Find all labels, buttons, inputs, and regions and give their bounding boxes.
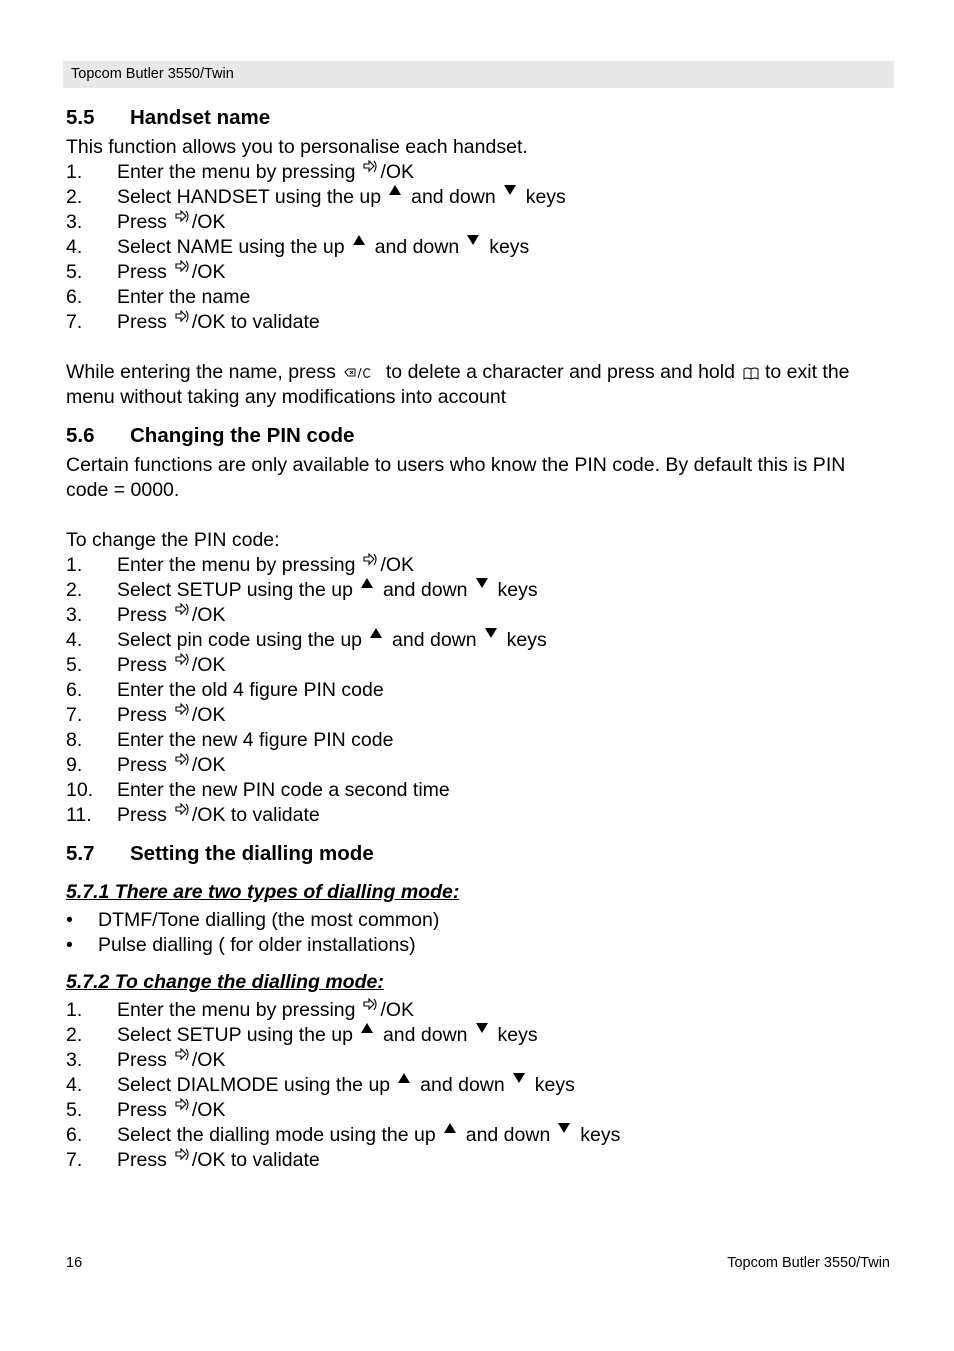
- list-item: 9. Press /OK: [66, 754, 226, 776]
- page-header: [63, 61, 894, 88]
- arrow-ok-icon: [363, 160, 379, 174]
- section-heading-5-6: 5.6 Changing the PIN code: [66, 424, 355, 447]
- section-note: While entering the name, press to delete a character and press and hold to exit the menu without taking any modifications into account: [66, 361, 850, 408]
- triangle-up-icon: [370, 628, 382, 638]
- arrow-ok-icon: [175, 1098, 191, 1112]
- footer-title: Topcom Butler 3550/Twin: [727, 1255, 890, 1271]
- list-item: 7. Press /OK to validate: [66, 311, 320, 333]
- list-item: 11. Press /OK to validate: [66, 804, 320, 826]
- section-intro: Certain functions are only available to users who know the PIN code. By default this is PIN code = 0000.: [66, 454, 846, 501]
- list-item: 4. Select pin code using the up and down keys: [66, 629, 547, 651]
- subsection-heading-5-7-2: 5.7.2 To change the dialling mode:: [66, 971, 384, 993]
- arrow-ok-icon: [175, 653, 191, 667]
- list-item: 5. Press /OK: [66, 261, 226, 283]
- triangle-up-icon: [361, 578, 373, 588]
- arrow-ok-icon: [175, 1148, 191, 1162]
- triangle-down-icon: [476, 578, 488, 588]
- arrow-ok-icon: [363, 553, 379, 567]
- triangle-up-icon: [353, 235, 365, 245]
- steps-list-5-7: [66, 998, 892, 1173]
- triangle-down-icon: [513, 1073, 525, 1083]
- steps-lead: To change the PIN code:: [66, 529, 280, 551]
- list-item: 2. Select SETUP using the up and down keys: [66, 579, 538, 601]
- arrow-ok-icon: [175, 210, 191, 224]
- list-item: 3. Press /OK: [66, 1049, 226, 1071]
- steps-list-5-6: [66, 553, 892, 828]
- list-item: • DTMF/Tone dialling (the most common): [66, 909, 440, 931]
- list-item: 2. Select SETUP using the up and down keys: [66, 1024, 538, 1046]
- arrow-ok-icon: [175, 703, 191, 717]
- list-item: 7. Press /OK: [66, 704, 226, 726]
- triangle-up-icon: [444, 1123, 456, 1133]
- arrow-ok-icon: [175, 310, 191, 324]
- list-item: 4. Select DIALMODE using the up and down keys: [66, 1074, 575, 1096]
- list-item: 6. Enter the old 4 figure PIN code: [66, 679, 384, 701]
- list-item: 6. Enter the name: [66, 286, 251, 308]
- list-item: • Pulse dialling ( for older installations): [66, 934, 416, 956]
- book-icon: [743, 366, 759, 380]
- delete-c-icon: [344, 366, 372, 380]
- triangle-up-icon: [389, 185, 401, 195]
- arrow-ok-icon: [175, 803, 191, 817]
- header-title: Topcom Butler 3550/Twin: [71, 66, 234, 82]
- bullet-list: [66, 908, 892, 958]
- arrow-ok-icon: [363, 998, 379, 1012]
- list-item: 10. Enter the new PIN code a second time: [66, 779, 450, 801]
- steps-list-5-5: [66, 160, 892, 335]
- list-item: 5. Press /OK: [66, 654, 226, 676]
- arrow-ok-icon: [175, 260, 191, 274]
- triangle-down-icon: [467, 235, 479, 245]
- list-item: 1. Enter the menu by pressing /OK: [66, 999, 415, 1021]
- subsection-heading-5-7-1: 5.7.1 There are two types of dialling mode:: [66, 881, 460, 903]
- section-intro: This function allows you to personalise each handset.: [66, 136, 528, 158]
- page-number: 16: [66, 1255, 83, 1271]
- triangle-up-icon: [398, 1073, 410, 1083]
- triangle-up-icon: [361, 1023, 373, 1033]
- arrow-ok-icon: [175, 753, 191, 767]
- section-heading-5-5: 5.5 Handset name: [66, 106, 271, 129]
- list-item: 2. Select HANDSET using the up and down keys: [66, 186, 566, 208]
- arrow-ok-icon: [175, 603, 191, 617]
- list-item: 4. Select NAME using the up and down keys: [66, 236, 530, 258]
- arrow-ok-icon: [175, 1048, 191, 1062]
- list-item: 8. Enter the new 4 figure PIN code: [66, 729, 394, 751]
- list-item: 3. Press /OK: [66, 211, 226, 233]
- triangle-down-icon: [476, 1023, 488, 1033]
- triangle-down-icon: [504, 185, 516, 195]
- triangle-down-icon: [485, 628, 497, 638]
- section-heading-5-7: 5.7 Setting the dialling mode: [66, 842, 374, 865]
- list-item: 6. Select the dialling mode using the up and down keys: [66, 1124, 621, 1146]
- list-item: 7. Press /OK to validate: [66, 1149, 320, 1171]
- document-body: [66, 104, 892, 1173]
- list-item: 3. Press /OK: [66, 604, 226, 626]
- list-item: 1. Enter the menu by pressing /OK: [66, 554, 415, 576]
- triangle-down-icon: [558, 1123, 570, 1133]
- list-item: 1. Enter the menu by pressing /OK: [66, 161, 415, 183]
- list-item: 5. Press /OK: [66, 1099, 226, 1121]
